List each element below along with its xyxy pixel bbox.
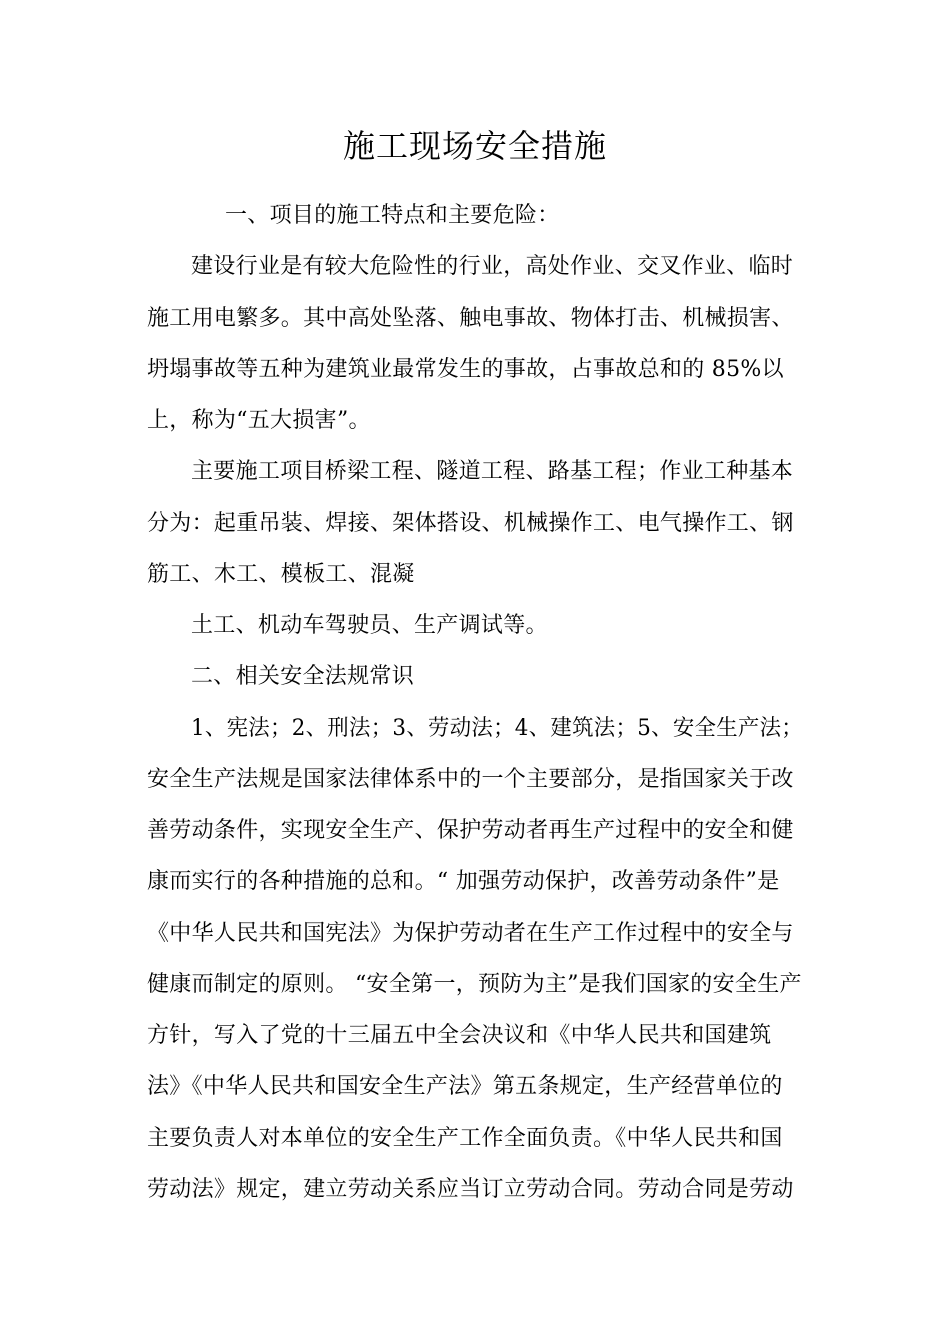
- document-title: 施工现场安全措施: [342, 127, 607, 165]
- paragraph-line: 土工、机动车驾驶员、生产调试等。: [191, 613, 548, 638]
- paragraph-line: 安全生产法规是国家法律体系中的一个主要部分，是指国家关于改: [147, 767, 794, 792]
- paragraph-line: 健康而制定的原则。 “安全第一，预防为主”是我们国家的安全生产: [147, 972, 802, 997]
- paragraph-line: 劳动法》规定，建立劳动关系应当订立劳动合同。劳动合同是劳动: [147, 1177, 794, 1202]
- section-heading-1: 一、项目的施工特点和主要危险：: [225, 203, 560, 228]
- paragraph-line: 主要施工项目桥梁工程、隧道工程、路基工程；作业工种基本: [191, 459, 794, 484]
- paragraph-line: 上，称为“五大损害”。: [147, 408, 371, 433]
- section-heading-2: 二、相关安全法规常识: [191, 664, 415, 689]
- paragraph-line: 《中华人民共和国宪法》为保护劳动者在生产工作过程中的安全与: [147, 921, 794, 946]
- paragraph-line: 坍塌事故等五种为建筑业最常发生的事故，占事故总和的 85%以: [147, 357, 784, 382]
- paragraph-line: 主要负责人对本单位的安全生产工作全面负责。《中华人民共和国: [147, 1126, 783, 1151]
- paragraph-line: 施工用电繁多。其中高处坠落、触电事故、物体打击、机械损害、: [147, 306, 794, 331]
- paragraph-line: 筋工、木工、模板工、混凝: [147, 562, 415, 587]
- paragraph-line: 建设行业是有较大危险性的行业，高处作业、交叉作业、临时: [191, 254, 794, 279]
- paragraph-line: 1、宪法；2、刑法；3、劳动法；4、建筑法；5、安全生产法；: [191, 716, 804, 741]
- paragraph-line: 方针，写入了党的十三届五中全会决议和《中华人民共和国建筑: [147, 1023, 772, 1048]
- paragraph-line: 法》《中华人民共和国安全生产法》第五条规定，生产经营单位的: [147, 1074, 783, 1099]
- paragraph-line: 善劳动条件，实现安全生产、保护劳动者再生产过程中的安全和健: [147, 818, 794, 843]
- paragraph-line: 分为：起重吊装、焊接、架体搭设、机械操作工、电气操作工、钢: [147, 511, 794, 536]
- paragraph-line: 康而实行的各种措施的总和。“ 加强劳动保护，改善劳动条件”是: [147, 869, 780, 894]
